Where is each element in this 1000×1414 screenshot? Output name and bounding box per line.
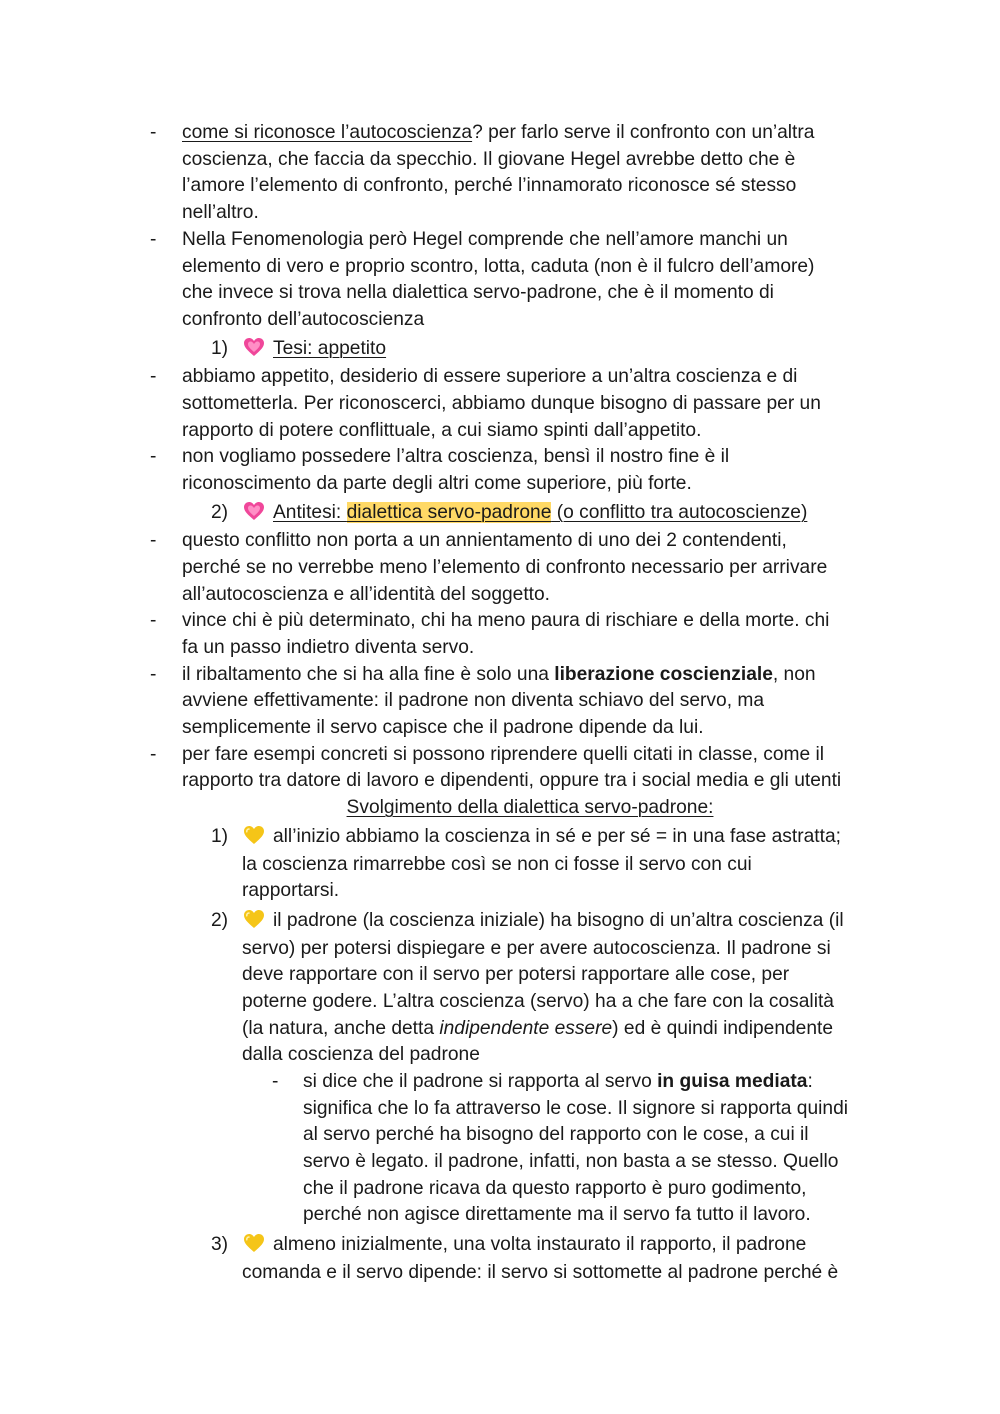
highlighted-text: dialettica servo-padrone [346, 502, 552, 523]
text-line: coscienza, che faccia da specchio. Il giovane Hegel avrebbe detto che è [182, 149, 796, 170]
text-line: il ribaltamento che si ha alla fine è solo una liberazione coscienziale, non [182, 664, 816, 685]
pink-heart-icon [243, 337, 265, 357]
text-line: Nella Fenomenologia però Hegel comprende che nell’amore manchi un [182, 229, 788, 250]
text-line: fa un passo indietro diventa servo. [182, 637, 475, 658]
text-line: l’amore l’elemento di confronto, perché l’innamorato riconosce sé stesso [182, 175, 797, 196]
text-line: poterne godere. L’altra coscienza (servo) ha a che fare con la cosalità [242, 991, 834, 1012]
text-line: nell’altro. [182, 202, 259, 223]
text-line: dalla coscienza del padrone [242, 1044, 480, 1065]
text-line: 3) almeno inizialmente, una volta instaurato il rapporto, il padrone [211, 1232, 806, 1258]
text-line: significa che lo fa attraverso le cose. Il signore si rapporta quindi [303, 1098, 848, 1119]
section-number: 1) [211, 338, 229, 359]
section-heading-antithesis [211, 500, 807, 526]
text-line: perché non agisce direttamente ma il servo fa tutto il lavoro. [303, 1204, 811, 1225]
italic-term: indipendente essere [439, 1018, 613, 1039]
underlined-question: come si riconosce l’autocoscienza [182, 122, 473, 143]
pink-heart-icon [243, 501, 265, 521]
text-line: al servo perché ha bisogno del rapporto con le cose, a cui il [303, 1124, 809, 1145]
bullet-dash: - [150, 744, 157, 765]
yellow-heart-icon [243, 825, 265, 845]
text-line: che invece si trova nella dialettica servo-padrone, che è il momento di [182, 282, 774, 303]
text-line: che il padrone ricava da questo rapporto è puro godimento, [303, 1178, 807, 1199]
text-line: riconoscimento da parte degli altri come superiore, più forte. [182, 473, 692, 494]
text-line: 2) il padrone (la coscienza iniziale) ha bisogno di un’altra coscienza (il [211, 908, 844, 934]
bold-term: in guisa mediata [657, 1071, 808, 1092]
text-line: come si riconosce l’autocoscienza? per farlo serve il confronto con un’altra [182, 122, 815, 143]
text-line: perché se no verrebbe meno l’elemento di confronto necessario per arrivare [182, 557, 828, 578]
text-line: sottometterla. Per riconoscerci, abbiamo dunque bisogno di passare per un [182, 393, 821, 414]
text-line: servo è legato. il padrone, infatti, non basta a se stesso. Quello [303, 1151, 839, 1172]
step-number: 1) [211, 826, 229, 847]
text-line: abbiamo appetito, desiderio di essere superiore a un’altra coscienza e di [182, 366, 798, 387]
step-number: 2) [211, 910, 229, 931]
bullet-dash: - [150, 664, 157, 685]
text-line: non vogliamo possedere l’altra coscienza, bensì il nostro fine è il [182, 446, 730, 467]
text-line: la coscienza rimarrebbe così se non ci fosse il servo con cui [242, 854, 752, 875]
section-title: Antitesi: dialettica servo-padrone (o conflitto tra autocoscienze) [273, 502, 808, 523]
bullet-dash: - [150, 122, 157, 143]
text-line: 1) all’inizio abbiamo la coscienza in sé e per sé = in una fase astratta; [211, 824, 841, 850]
text-line: semplicemente il servo capisce che il padrone dipende da lui. [182, 717, 704, 738]
text-line: deve rapportare con il servo per potersi rapportare alle cose, per [242, 964, 790, 985]
text-line: servo) per potersi dispiegare e per avere autocoscienza. Il padrone si [242, 938, 831, 959]
bold-term: liberazione coscienziale [554, 664, 773, 685]
section-heading-thesis [211, 336, 386, 362]
text-line: comanda e il servo dipende: il servo si sottomette al padrone perché è [242, 1262, 839, 1283]
subheading: Svolgimento della dialettica servo-padrone: [346, 797, 714, 818]
bullet-dash: - [150, 610, 157, 631]
text-line: per fare esempi concreti si possono riprendere quelli citati in classe, come il [182, 744, 825, 765]
text-line: si dice che il padrone si rapporta al servo in guisa mediata: [303, 1071, 813, 1092]
text-line: all’autocoscienza e all’identità del soggetto. [182, 584, 551, 605]
bullet-dash: - [150, 229, 157, 250]
step-number: 3) [211, 1234, 229, 1255]
text-line: rapportarsi. [242, 880, 340, 901]
section-number: 2) [211, 502, 229, 523]
text-line: (la natura, anche detta indipendente essere) ed è quindi indipendente [242, 1018, 834, 1039]
bullet-dash: - [272, 1071, 279, 1092]
text-line: questo conflitto non porta a un annientamento di uno dei 2 contendenti, [182, 530, 787, 551]
bullet-dash: - [150, 530, 157, 551]
bullet-dash: - [150, 446, 157, 467]
section-title: Tesi: appetito [273, 338, 387, 359]
bullet-dash: - [150, 366, 157, 387]
yellow-heart-icon [243, 1233, 265, 1253]
text-line: rapporto tra datore di lavoro e dipendenti, oppure tra i social media e gli utenti [182, 770, 842, 791]
text-line: elemento di vero e proprio scontro, lotta, caduta (non è il fulcro dell’amore) [182, 256, 815, 277]
yellow-heart-icon [243, 909, 265, 929]
text-line: vince chi è più determinato, chi ha meno paura di rischiare e della morte. chi [182, 610, 830, 631]
text-line: avviene effettivamente: il padrone non diventa schiavo del servo, ma [182, 690, 765, 711]
text-line: rapporto di potere conflittuale, a cui siamo spinti dall’appetito. [182, 420, 702, 441]
text-line: confronto dell’autocoscienza [182, 309, 425, 330]
